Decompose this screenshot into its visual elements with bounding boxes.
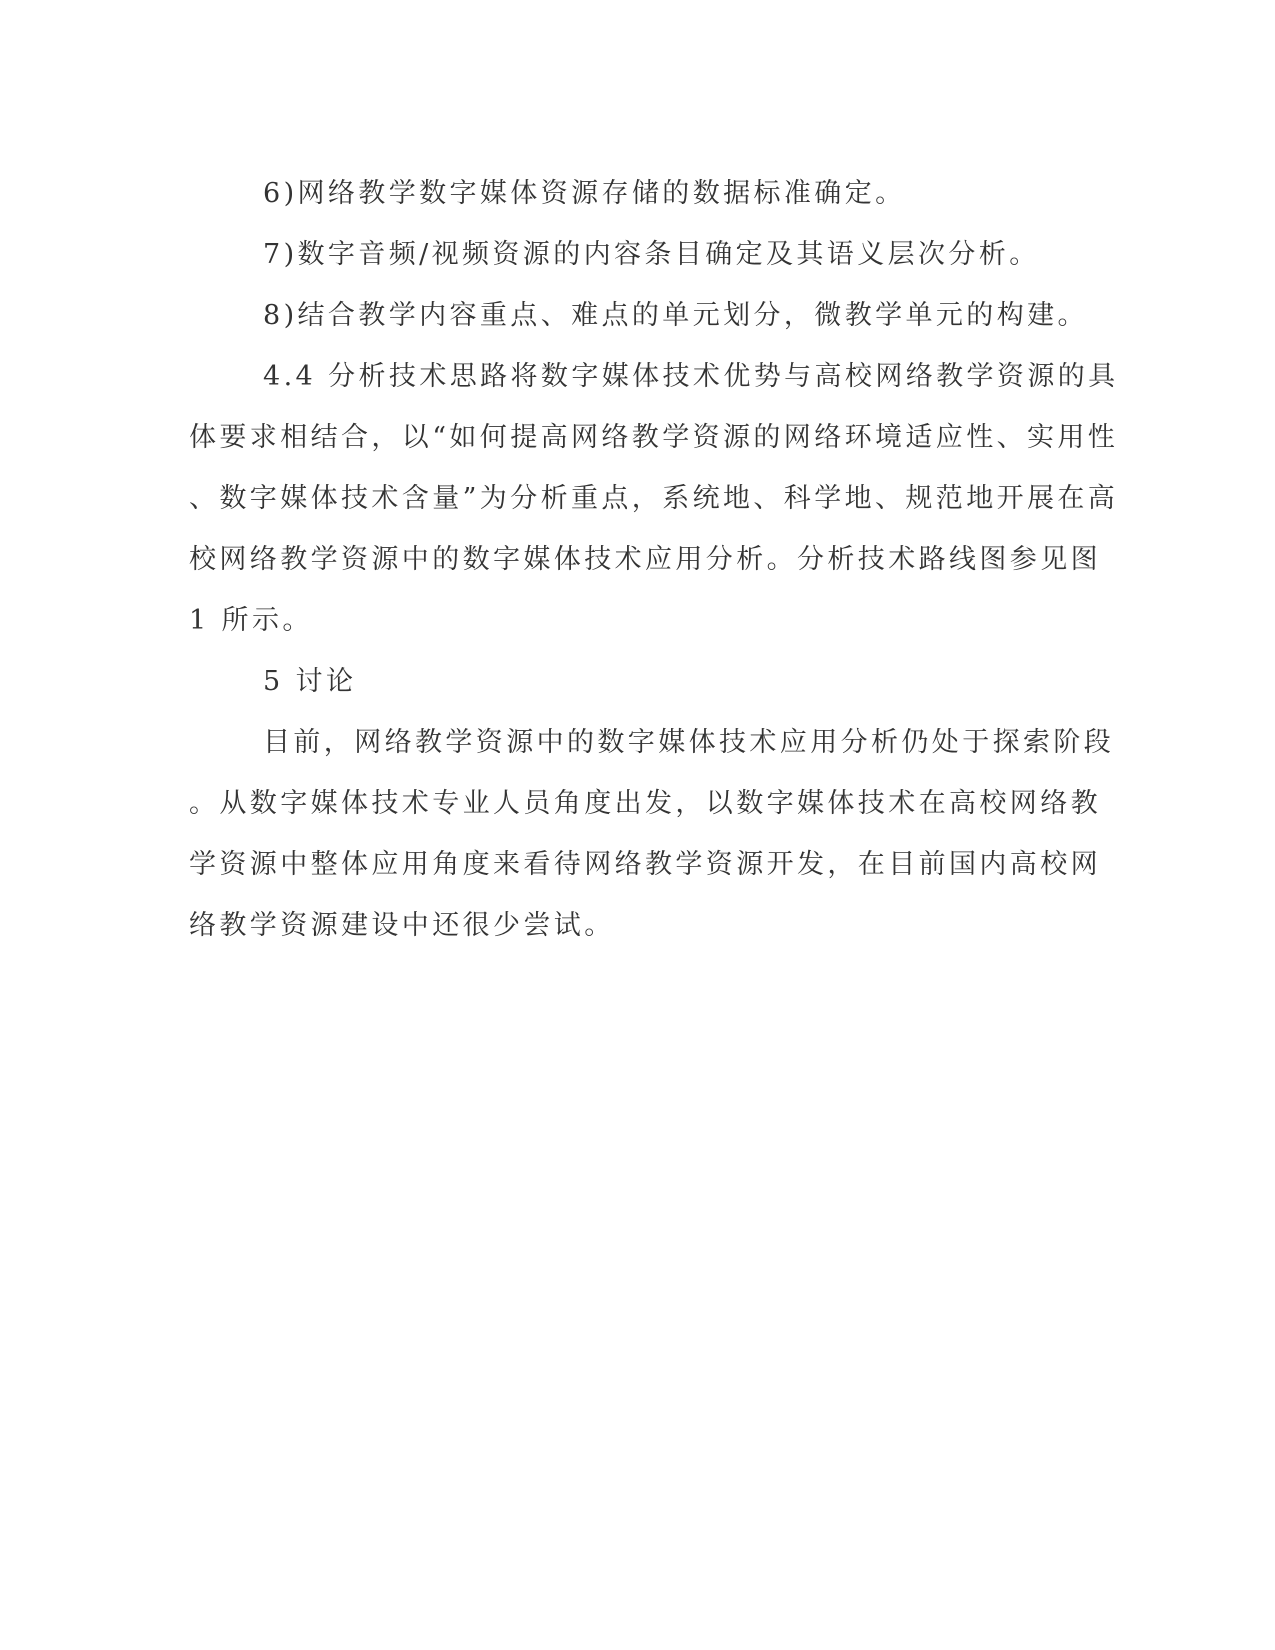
discussion-line-4: 络教学资源建设中还很少尝试。 <box>189 910 615 941</box>
discussion-line-3: 学资源中整体应用角度来看待网络教学资源开发，在目前国内高校网 <box>189 849 1101 880</box>
list-item-8: 8)结合教学内容重点、难点的单元划分，微教学单元的构建。 <box>263 300 1088 331</box>
paragraph-4-4-line-4: 校网络教学资源中的数字媒体技术应用分析。分析技术路线图参见图 <box>189 544 1101 575</box>
paragraph-4-4-line-2: 体要求相结合，以“如何提高网络教学资源的网络环境适应性、实用性 <box>189 422 1119 453</box>
list-item-6: 6)网络教学数字媒体资源存储的数据标准确定。 <box>263 178 906 209</box>
section-heading-discussion: 5 讨论 <box>263 666 357 697</box>
list-item-7: 7)数字音频/视频资源的内容条目确定及其语义层次分析。 <box>263 239 1040 270</box>
body-text <box>189 163 1119 956</box>
discussion-line-1: 目前，网络教学资源中的数字媒体技术应用分析仍处于探索阶段 <box>263 727 1115 758</box>
paragraph-4-4-line-3: 、数字媒体技术含量”为分析重点，系统地、科学地、规范地开展在高 <box>189 483 1119 514</box>
paragraph-4-4-line-1: 4.4 分析技术思路将数字媒体技术优势与高校网络教学资源的具 <box>263 361 1119 392</box>
paragraph-4-4-line-5: 1 所示。 <box>189 605 313 636</box>
discussion-line-2: 。从数字媒体技术专业人员角度出发，以数字媒体技术在高校网络教 <box>189 788 1101 819</box>
